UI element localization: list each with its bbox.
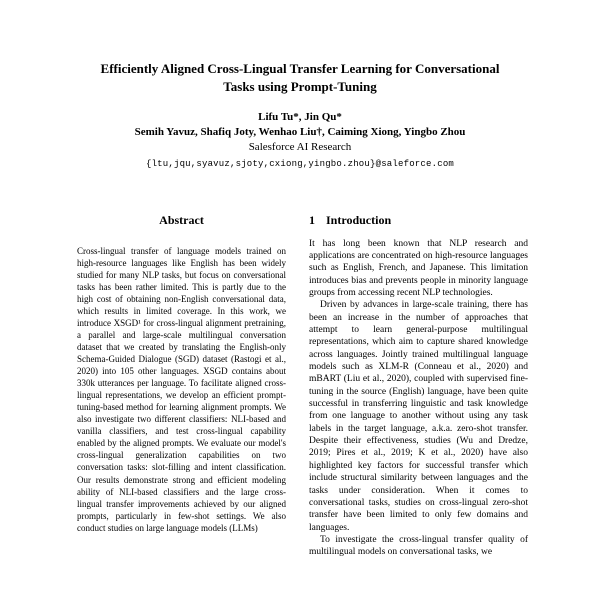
section-title: Introduction <box>326 212 392 227</box>
abstract-section <box>72 213 291 534</box>
intro-paragraph-1: It has long been known that NLP research and applications are concentrated on high-resource languages such as English, French, and Japanese. This limitation introduces bias and prevents people in minority language groups from accessing recent NLP technologies. <box>309 238 528 298</box>
title-line-1: Efficiently Aligned Cross-Lingual Transfer Learning for Conversational <box>100 61 500 76</box>
introduction-heading <box>309 213 528 228</box>
author-block <box>72 110 528 169</box>
author-line-1: Lifu Tu*, Jin Qu* <box>258 111 342 124</box>
introduction-section <box>309 213 528 559</box>
email-line: {ltu,jqu,syavuz,sjoty,cxiong,yingbo.zhou}@saleforce.com <box>145 158 455 169</box>
affiliation: Salesforce AI Research <box>248 140 352 153</box>
paper-header <box>72 60 528 169</box>
abstract-heading: Abstract <box>159 212 204 227</box>
title-line-2: Tasks using Prompt-Tuning <box>223 78 377 94</box>
abstract-body: Cross-lingual transfer of language models trained on high-resource languages like English has been widely studied for many NLP tasks, but focus on conversational tasks has been rather limited. This is partly due to the high cost of obtaining non-English conversational data, which results in limited coverage. In this work, we introduce XSGD¹ for cross-lingual alignment pretraining, a parallel and large-scale multilingual conversation dataset that we created by translating the English-only Schema-Guided Dialogue (SGD) dataset (Rastogi et al., 2020) into 105 other languages. XSGD contains about 330k utterances per language. To facilitate aligned cross-lingual representations, we develop an efficient prompt-tuning-based method for learning alignment prompts. We also investigate two different classifiers: NLI-based and vanilla classifiers, and test cross-lingual capability enabled by the aligned prompts. We evaluate our model's cross-lingual generalization capabilities on two conversation tasks: slot-filling and intent classification. Our results demonstrate strong and efficient modeling ability of NLI-based classifiers and the large cross-lingual transfer improvements achieved by our aligned prompts, particularly in few-shot settings. We also conduct studies on large language models (LLMs) <box>77 245 286 533</box>
section-number: 1 <box>309 212 315 227</box>
intro-paragraph-2: Driven by advances in large-scale training, there has been an increase in the number of approaches that attempt to learn general-purpose multilingual representations, which aim to capture shared knowledge across languages. Jointly trained multilingual language models such as XLM-R (Conneau et al., 2020) and mBART (Liu et al., 2020), coupled with supervised fine-tuning in the source (English) language, have been quite successful in transferring linguistic and task knowledge from one language to another without using any task labels in the target language, a.k.a. zero-shot transfer. Despite their effectiveness, studies (Wu and Dredze, 2019; Pires et al., 2019; K et al., 2020) have also highlighted key factors for successful transfer which include structural similarity between languages and the tasks under consideration. When it comes to conversational tasks, studies on cross-lingual zero-shot transfer have been limited to only few domains and languages. <box>309 300 528 533</box>
paper-title <box>72 60 528 95</box>
two-column-body <box>72 213 528 559</box>
intro-paragraph-3: To investigate the cross-lingual transfer quality of multilingual models on conversational tasks, we <box>309 534 528 558</box>
author-line-2: Semih Yavuz, Shafiq Joty, Wenhao Liu†, Caiming Xiong, Yingbo Zhou <box>134 125 466 138</box>
